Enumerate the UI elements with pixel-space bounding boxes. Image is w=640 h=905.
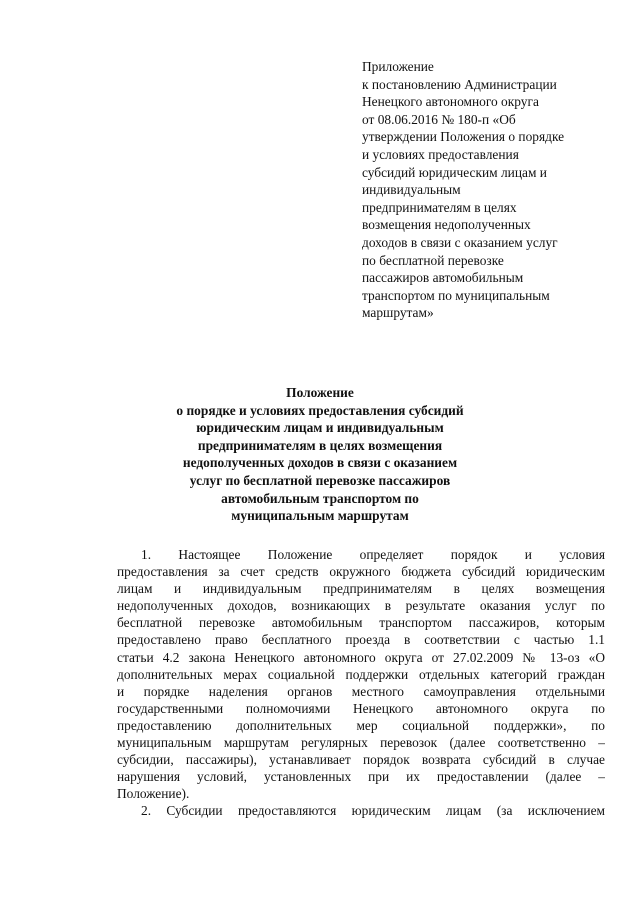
document-body xyxy=(117,546,605,820)
body-line: Положение). xyxy=(117,786,190,802)
appendix-line: от 08.06.2016 № 180-п «Об xyxy=(362,111,516,127)
title-line: предпринимателям в целях возмещения xyxy=(197,437,443,453)
body-line: бесплатной перевозке автомобильным транспортом пассажиров, которым xyxy=(117,615,605,631)
body-line: предоставления за счет средств окружного бюджета субсидий юридическим xyxy=(117,564,605,580)
body-line: предоставлено право бесплатного проезда в соответствии с частью 1.1 xyxy=(117,632,605,648)
appendix-line: маршрутам» xyxy=(362,305,434,321)
paragraph-2 xyxy=(117,802,605,819)
body-line: 1. Настоящее Положение определяет порядок и условия xyxy=(141,547,605,562)
body-line: дополнительных мерах социальной поддержки отдельных категорий граждан xyxy=(117,666,605,682)
title-line: муниципальным маршрутам xyxy=(231,508,409,524)
title-line: услуг по бесплатной перевозке пассажиров xyxy=(189,472,451,488)
appendix-line: и условиях предоставления xyxy=(362,146,519,162)
body-line: предоставлению дополнительных мер социальной поддержки», по xyxy=(117,717,605,733)
appendix-line: пассажиров автомобильным xyxy=(362,270,524,286)
body-line: лицам и индивидуальным предпринимателям в целях возмещения xyxy=(117,581,605,597)
appendix-line: возмещения недополученных xyxy=(362,217,531,233)
paragraph-1 xyxy=(117,546,605,802)
title-line: о порядке и условиях предоставления субсидий xyxy=(176,402,464,418)
title-line: недополученных доходов в связи с оказанием xyxy=(182,455,458,471)
body-line: нарушения условий, установленных при их предоставлении (далее – xyxy=(117,769,605,785)
appendix-line: доходов в связи с оказанием услуг xyxy=(362,234,558,250)
appendix-line: субсидий юридическим лицам и xyxy=(362,164,547,180)
body-line: государственными полномочиями Ненецкого автономного округа по xyxy=(117,700,605,716)
body-line: и порядке наделения органов местного самоуправления отдельными xyxy=(117,683,605,699)
body-line: статьи 4.2 закона Ненецкого автономного округа от 27.02.2009 № 13-оз «О xyxy=(117,649,605,665)
appendix-line: к постановлению Администрации xyxy=(362,76,557,92)
appendix-line: утверждении Положения о порядке xyxy=(362,129,565,145)
document-title xyxy=(120,384,520,525)
appendix-line: индивидуальным xyxy=(362,182,461,198)
body-line: муниципальным маршрутам регулярных перевозок (далее соответственно – xyxy=(117,735,605,751)
title-line: Положение xyxy=(286,385,354,400)
body-line: 2. Субсидии предоставляются юридическим лицам (за исключением xyxy=(141,803,605,819)
title-line: автомобильным транспортом по xyxy=(221,490,419,506)
appendix-line: Ненецкого автономного округа xyxy=(362,94,539,110)
appendix-line: предпринимателям в целях xyxy=(362,199,517,215)
appendix-line: Приложение xyxy=(362,59,434,74)
appendix-header xyxy=(362,58,602,322)
appendix-line: по бесплатной перевозке xyxy=(362,252,504,268)
body-line: субсидии, пассажиры), устанавливает порядок возврата субсидий в случае xyxy=(117,752,605,768)
appendix-line: транспортом по муниципальным xyxy=(362,287,550,303)
body-line: недополученных доходов, возникающих в результате оказания услуг по xyxy=(117,598,605,614)
title-line: юридическим лицам и индивидуальным xyxy=(196,420,444,436)
